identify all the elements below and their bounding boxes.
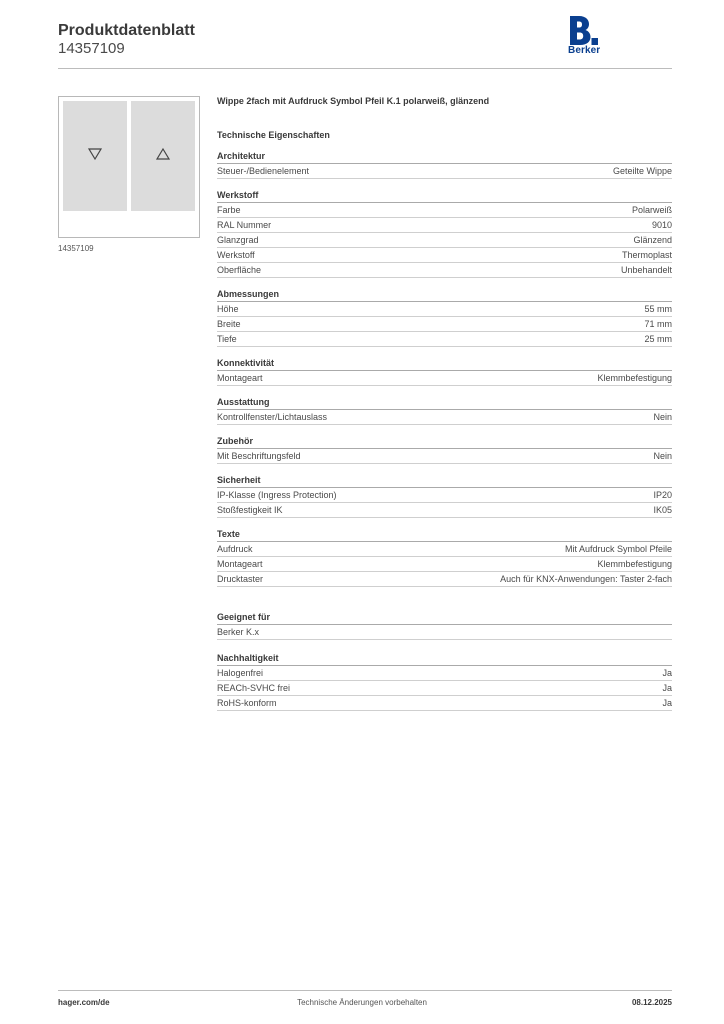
spec-row — [217, 625, 672, 640]
spec-row — [217, 233, 672, 248]
arrow-up-icon — [155, 147, 171, 161]
arrow-down-icon — [87, 147, 103, 161]
spec-row — [217, 503, 672, 518]
spec-value: Klemmbefestigung — [597, 373, 672, 383]
spec-value: Ja — [662, 698, 672, 708]
spec-label: Oberfläche — [217, 265, 262, 275]
spec-value: Auch für KNX-Anwendungen: Taster 2-fach — [500, 574, 672, 584]
spec-value: 25 mm — [644, 334, 672, 344]
berker-logo-icon — [568, 16, 598, 46]
spec-label: IP-Klasse (Ingress Protection) — [217, 490, 337, 500]
spec-row — [217, 317, 672, 332]
section-werkstoff — [217, 189, 672, 278]
footer-divider — [58, 990, 672, 991]
section-abmessungen — [217, 288, 672, 347]
spec-row — [217, 666, 672, 681]
article-number: 14357109 — [58, 40, 125, 57]
section-ausstattung — [217, 396, 672, 425]
spec-value: Nein — [653, 412, 672, 422]
spec-label: REACh-SVHC frei — [217, 683, 291, 693]
spec-value: IP20 — [653, 490, 672, 500]
spec-label: RoHS-konform — [217, 698, 277, 708]
spec-value: 55 mm — [644, 304, 672, 314]
spec-label: RAL Nummer — [217, 220, 272, 230]
spec-label: Montageart — [217, 559, 263, 569]
spec-value: Thermoplast — [621, 250, 672, 260]
spec-value: Mit Aufdruck Symbol Pfeile — [564, 544, 672, 554]
spec-row — [217, 164, 672, 179]
berker-logo — [568, 16, 608, 58]
footer-date: 08.12.2025 — [631, 998, 672, 1007]
spec-row — [217, 410, 672, 425]
spec-row — [217, 449, 672, 464]
section-title: Werkstoff — [217, 189, 672, 203]
spec-label: Aufdruck — [217, 544, 253, 554]
section-title: Geeignet für — [217, 611, 672, 625]
spec-value: IK05 — [653, 505, 672, 515]
spec-row — [217, 248, 672, 263]
section-title: Ausstattung — [217, 396, 672, 410]
spec-label: Drucktaster — [217, 574, 264, 584]
section-texte — [217, 528, 672, 587]
spec-row — [217, 572, 672, 587]
spec-label: Höhe — [217, 304, 239, 314]
spec-value: Ja — [662, 668, 672, 678]
spec-label: Breite — [217, 319, 241, 329]
spec-row — [217, 681, 672, 696]
footer-note: Technische Änderungen vorbehalten — [297, 998, 427, 1007]
section-title: Architektur — [217, 150, 672, 164]
spec-label: Farbe — [217, 205, 241, 215]
spec-row — [217, 488, 672, 503]
spec-row — [217, 203, 672, 218]
section-sicherheit — [217, 474, 672, 518]
section-title: Zubehör — [217, 435, 672, 449]
spec-label: Berker K.x — [217, 627, 260, 637]
section-nachhaltigkeit — [217, 652, 672, 711]
spec-row — [217, 696, 672, 711]
spec-value: 9010 — [651, 220, 672, 230]
spec-label: Steuer-/Bedienelement — [217, 166, 310, 176]
spec-label: Stoßfestigkeit IK — [217, 505, 283, 515]
section-title: Abmessungen — [217, 288, 672, 302]
spec-value: Unbehandelt — [620, 265, 672, 275]
tech-properties-heading: Technische Eigenschaften — [217, 130, 330, 140]
spec-value: 71 mm — [644, 319, 672, 329]
spec-value: Glänzend — [633, 235, 672, 245]
section-title: Texte — [217, 528, 672, 542]
section-zubehoer — [217, 435, 672, 464]
spec-label: Kontrollfenster/Lichtauslass — [217, 412, 328, 422]
footer-website[interactable]: hager.com/de — [58, 998, 110, 1007]
section-geeignet — [217, 611, 672, 640]
spec-label: Mit Beschriftungsfeld — [217, 451, 301, 461]
spec-value: Ja — [662, 683, 672, 693]
section-title: Konnektivität — [217, 357, 672, 371]
spec-value: Geteilte Wippe — [612, 166, 672, 176]
rocker-left — [63, 101, 127, 211]
spec-label: Halogenfrei — [217, 668, 264, 678]
spec-row — [217, 332, 672, 347]
product-title: Wippe 2fach mit Aufdruck Symbol Pfeil K.1 polarweiß, glänzend — [217, 96, 490, 106]
spec-row — [217, 263, 672, 278]
section-konnektivitaet — [217, 357, 672, 386]
spec-row — [217, 557, 672, 572]
logo-text: Berker — [568, 45, 601, 56]
header-divider — [58, 68, 672, 69]
spec-value: Nein — [653, 451, 672, 461]
section-title: Sicherheit — [217, 474, 672, 488]
spec-row — [217, 371, 672, 386]
image-caption: 14357109 — [58, 244, 94, 253]
spec-label: Tiefe — [217, 334, 237, 344]
section-title: Nachhaltigkeit — [217, 652, 672, 666]
spec-label: Werkstoff — [217, 250, 255, 260]
spec-content — [217, 96, 672, 711]
product-image — [58, 96, 200, 238]
spec-label: Montageart — [217, 373, 263, 383]
spec-row — [217, 302, 672, 317]
spec-row — [217, 542, 672, 557]
spec-label: Glanzgrad — [217, 235, 259, 245]
spec-value: Polarweiß — [631, 205, 672, 215]
spec-value: Klemmbefestigung — [597, 559, 672, 569]
spec-row — [217, 218, 672, 233]
rocker-right — [131, 101, 195, 211]
section-architektur — [217, 150, 672, 179]
document-title: Produktdatenblatt — [58, 22, 195, 39]
